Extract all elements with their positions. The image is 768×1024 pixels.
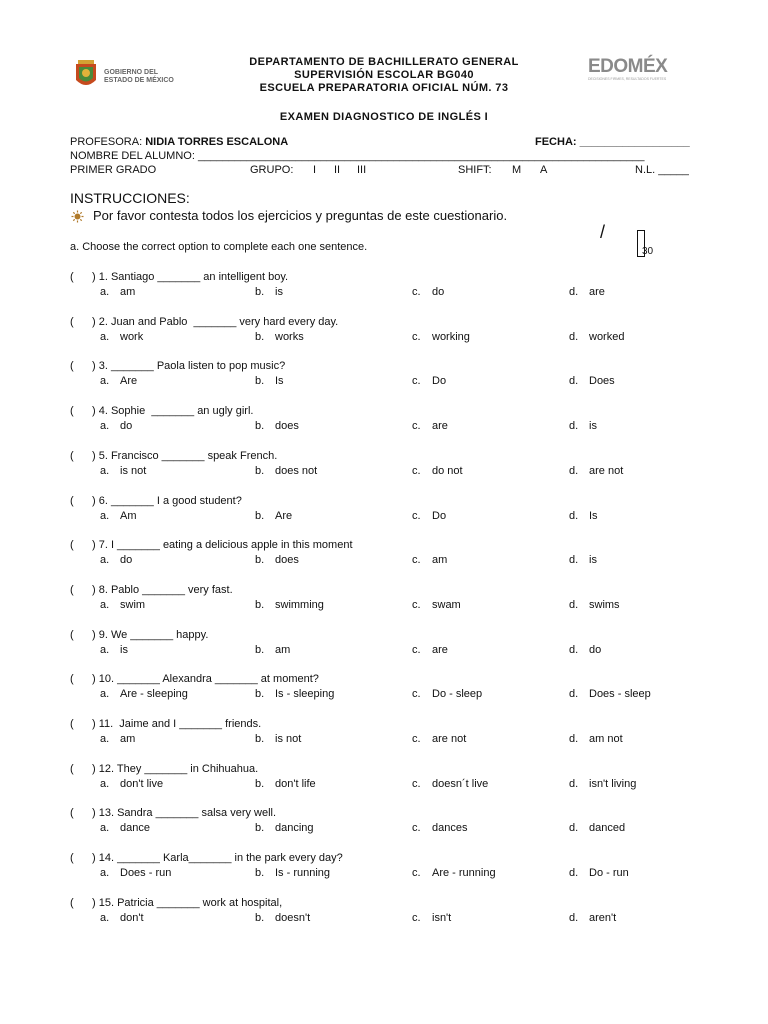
alumno-field[interactable]: NOMBRE DEL ALUMNO: _________________________________________________________________________ xyxy=(70,150,645,162)
option-letter: b. xyxy=(255,688,265,700)
question-3-option-a[interactable] xyxy=(100,375,137,387)
question-12-option-a[interactable] xyxy=(100,778,163,790)
option-text: Do xyxy=(432,510,447,522)
option-text: Does - run xyxy=(120,867,172,879)
question-10-option-b[interactable] xyxy=(255,688,334,700)
question-1-option-b[interactable] xyxy=(255,286,283,298)
option-letter: d. xyxy=(569,778,579,790)
question-7-option-a[interactable] xyxy=(100,554,132,566)
question-5-option-a[interactable] xyxy=(100,465,146,477)
question-11-option-c[interactable] xyxy=(412,733,466,745)
instructions-title: INSTRUCCIONES: xyxy=(70,190,190,206)
question-4-option-c[interactable] xyxy=(412,420,448,432)
option-letter: d. xyxy=(569,688,579,700)
option-text: Am xyxy=(120,510,137,522)
question-11-option-b[interactable] xyxy=(255,733,301,745)
option-text: do xyxy=(120,554,133,566)
gobierno-text-1: GOBIERNO DEL xyxy=(104,69,159,76)
question-13-option-d[interactable] xyxy=(569,822,625,834)
option-letter: c. xyxy=(412,867,421,879)
question-7-option-c[interactable] xyxy=(412,554,447,566)
option-text: am xyxy=(120,286,136,298)
option-letter: a. xyxy=(100,599,110,611)
option-text: am xyxy=(120,733,136,745)
option-letter: c. xyxy=(412,554,421,566)
option-text: swims xyxy=(589,599,620,611)
question-8-option-c[interactable] xyxy=(412,599,461,611)
profesora-row xyxy=(70,136,288,148)
option-text: isn't living xyxy=(589,778,637,790)
question-10-option-d[interactable] xyxy=(569,688,651,700)
option-text: swimming xyxy=(275,599,324,611)
option-text: Do - run xyxy=(589,867,629,879)
question-5-option-c[interactable] xyxy=(412,465,463,477)
option-letter: a. xyxy=(100,375,110,387)
question-8-option-b[interactable] xyxy=(255,599,324,611)
option-text: do not xyxy=(432,465,463,477)
edomex-tagline: DECISIONES FIRMES, RESULTADOS FUERTES xyxy=(588,77,667,81)
question-4: ( ) 4. Sophie _______ an ugly girl. xyxy=(70,405,254,417)
grupo-option-2[interactable]: II xyxy=(334,164,341,176)
option-letter: d. xyxy=(569,286,579,298)
option-letter: a. xyxy=(100,510,110,522)
question-4-option-a[interactable] xyxy=(100,420,132,432)
option-letter: a. xyxy=(100,644,110,656)
option-text: am xyxy=(432,554,448,566)
option-letter: c. xyxy=(412,912,421,924)
option-letter: d. xyxy=(569,912,579,924)
option-text: Do xyxy=(432,375,447,387)
question-7-option-d[interactable] xyxy=(569,554,597,566)
option-letter: b. xyxy=(255,420,265,432)
question-4-option-b[interactable] xyxy=(255,420,299,432)
option-letter: b. xyxy=(255,465,265,477)
option-text: is xyxy=(275,286,283,298)
question-9-option-a[interactable] xyxy=(100,644,128,656)
question-1: ( ) 1. Santiago _______ an intelligent boy. xyxy=(70,271,289,283)
option-letter: c. xyxy=(412,644,421,656)
question-6-option-d[interactable] xyxy=(569,510,598,522)
question-12-option-d[interactable] xyxy=(569,778,636,790)
option-text: is not xyxy=(120,465,147,477)
option-letter: b. xyxy=(255,867,265,879)
nl-field[interactable]: N.L. _____ xyxy=(635,164,689,176)
question-3-option-d[interactable] xyxy=(569,375,615,387)
option-letter: c. xyxy=(412,465,421,477)
question-14: ( ) 14. _______ Karla_______ in the park every day? xyxy=(70,852,343,864)
option-letter: a. xyxy=(100,688,110,700)
option-text: isn't xyxy=(432,912,452,924)
option-text: swam xyxy=(432,599,461,611)
option-text: working xyxy=(432,331,470,343)
question-1-option-d[interactable] xyxy=(569,286,605,298)
question-12-option-b[interactable] xyxy=(255,778,316,790)
question-3: ( ) 3. _______ Paola listen to pop music? xyxy=(70,360,286,372)
option-letter: b. xyxy=(255,644,265,656)
option-letter: a. xyxy=(100,912,110,924)
question-9: ( ) 9. We _______ happy. xyxy=(70,629,209,641)
question-14-option-b[interactable] xyxy=(255,867,330,879)
question-8: ( ) 8. Pablo _______ very fast. xyxy=(70,584,233,596)
option-text: does xyxy=(275,554,299,566)
question-13: ( ) 13. Sandra _______ salsa very well. xyxy=(70,807,277,819)
question-9-option-b[interactable] xyxy=(255,644,290,656)
option-letter: c. xyxy=(412,778,421,790)
sun-bullet-icon xyxy=(71,210,84,223)
option-text: Is xyxy=(275,375,284,387)
question-14-option-c[interactable] xyxy=(412,867,496,879)
option-text: swim xyxy=(120,599,146,611)
shift-option-m[interactable]: M xyxy=(512,164,522,176)
question-1-option-c[interactable] xyxy=(412,286,444,298)
header-department: DEPARTAMENTO DE BACHILLERATO GENERAL xyxy=(249,56,519,68)
option-text: works xyxy=(275,331,304,343)
option-letter: b. xyxy=(255,599,265,611)
question-15-option-c[interactable] xyxy=(412,912,451,924)
grupo-option-1[interactable]: I xyxy=(313,164,317,176)
option-letter: b. xyxy=(255,331,265,343)
option-letter: c. xyxy=(412,688,421,700)
option-text: is xyxy=(589,420,597,432)
edomex-logo xyxy=(588,56,698,92)
gobierno-text-2: ESTADO DE MÉXICO xyxy=(104,77,174,84)
option-letter: d. xyxy=(569,867,579,879)
option-letter: b. xyxy=(255,286,265,298)
question-7-option-b[interactable] xyxy=(255,554,299,566)
option-text: is xyxy=(589,554,597,566)
question-6-option-a[interactable] xyxy=(100,510,137,522)
option-letter: a. xyxy=(100,778,110,790)
option-letter: b. xyxy=(255,822,265,834)
question-15-option-d[interactable] xyxy=(569,912,616,924)
option-letter: c. xyxy=(412,286,421,298)
option-letter: b. xyxy=(255,778,265,790)
option-letter: d. xyxy=(569,375,579,387)
option-text: Does - sleep xyxy=(589,688,651,700)
question-5: ( ) 5. Francisco _______ speak French. xyxy=(70,450,278,462)
option-text: dance xyxy=(120,822,150,834)
option-text: does not xyxy=(275,465,318,477)
option-letter: a. xyxy=(100,331,110,343)
question-2-option-d[interactable] xyxy=(569,331,624,343)
question-14-option-a[interactable] xyxy=(100,867,171,879)
question-11-option-a[interactable] xyxy=(100,733,135,745)
option-text: am xyxy=(275,644,291,656)
question-6-option-b[interactable] xyxy=(255,510,292,522)
score-slash: / xyxy=(600,222,606,242)
option-text: is xyxy=(120,644,128,656)
option-letter: d. xyxy=(569,554,579,566)
option-text: Are xyxy=(275,510,293,522)
option-text: Are - sleeping xyxy=(120,688,188,700)
question-10: ( ) 10. _______ Alexandra _______ at moment? xyxy=(70,673,319,685)
profesora-name: NIDIA TORRES ESCALONA xyxy=(145,136,289,148)
option-letter: c. xyxy=(412,420,421,432)
header-supervision: SUPERVISIÓN ESCOLAR BG040 xyxy=(294,69,474,81)
option-letter: d. xyxy=(569,644,579,656)
option-letter: d. xyxy=(569,331,579,343)
section-a-title: a. Choose the correct option to complete each one sentence. xyxy=(70,241,368,253)
question-15: ( ) 15. Patricia _______ work at hospital, xyxy=(70,897,283,909)
option-letter: a. xyxy=(100,465,110,477)
option-text: worked xyxy=(589,331,625,343)
option-letter: a. xyxy=(100,286,110,298)
shift-label: SHIFT: xyxy=(458,164,492,176)
question-6: ( ) 6. _______ I a good student? xyxy=(70,495,242,507)
profesora-label: PROFESORA: xyxy=(70,136,143,148)
option-letter: d. xyxy=(569,733,579,745)
option-letter: d. xyxy=(569,420,579,432)
option-letter: d. xyxy=(569,822,579,834)
question-2-option-a[interactable] xyxy=(100,331,143,343)
option-letter: b. xyxy=(255,733,265,745)
option-letter: c. xyxy=(412,375,421,387)
option-text: doesn´t live xyxy=(432,778,489,790)
header-school: ESCUELA PREPARATORIA OFICIAL NÚM. 73 xyxy=(259,82,509,94)
question-9-option-d[interactable] xyxy=(569,644,601,656)
question-13-option-b[interactable] xyxy=(255,822,314,834)
option-text: don't xyxy=(120,912,144,924)
option-text: do xyxy=(589,644,602,656)
option-letter: c. xyxy=(412,331,421,343)
exam-title: EXAMEN DIAGNOSTICO DE INGLÉS I xyxy=(279,111,489,123)
question-5-option-d[interactable] xyxy=(569,465,623,477)
option-text: Does xyxy=(589,375,615,387)
question-11-option-d[interactable] xyxy=(569,733,623,745)
question-8-option-a[interactable] xyxy=(100,599,145,611)
option-text: do xyxy=(432,286,445,298)
option-letter: d. xyxy=(569,599,579,611)
fecha-field[interactable]: FECHA: __________________ xyxy=(535,136,690,148)
option-letter: b. xyxy=(255,375,265,387)
option-text: Is xyxy=(589,510,598,522)
option-text: does xyxy=(275,420,299,432)
option-text: work xyxy=(120,331,144,343)
question-5-option-b[interactable] xyxy=(255,465,317,477)
instructions-text: Por favor contesta todos los ejercicios y preguntas de este cuestionario. xyxy=(93,208,508,223)
option-text: Are - running xyxy=(432,867,496,879)
option-letter: a. xyxy=(100,822,110,834)
question-2: ( ) 2. Juan and Pablo _______ very hard every day. xyxy=(70,316,339,328)
question-1-option-a[interactable] xyxy=(100,286,135,298)
option-text: dancing xyxy=(275,822,314,834)
option-text: are not xyxy=(589,465,624,477)
question-14-option-d[interactable] xyxy=(569,867,629,879)
question-9-option-c[interactable] xyxy=(412,644,448,656)
option-text: am not xyxy=(589,733,623,745)
option-letter: d. xyxy=(569,510,579,522)
option-letter: d. xyxy=(569,465,579,477)
question-15-option-a[interactable] xyxy=(100,912,144,924)
question-12: ( ) 12. They _______ in Chihuahua. xyxy=(70,763,259,775)
option-text: aren't xyxy=(589,912,617,924)
option-text: Are xyxy=(120,375,138,387)
option-letter: b. xyxy=(255,912,265,924)
question-8-option-d[interactable] xyxy=(569,599,620,611)
option-text: is not xyxy=(275,733,302,745)
option-text: are xyxy=(432,420,448,432)
grupo-label: GRUPO: xyxy=(250,164,294,176)
question-13-option-c[interactable] xyxy=(412,822,467,834)
option-text: dances xyxy=(432,822,468,834)
question-13-option-a[interactable] xyxy=(100,822,150,834)
option-text: doesn't xyxy=(275,912,311,924)
score-total: 30 xyxy=(642,246,654,257)
option-text: do xyxy=(120,420,133,432)
option-text: don't live xyxy=(120,778,164,790)
option-text: Is - running xyxy=(275,867,331,879)
question-6-option-c[interactable] xyxy=(412,510,446,522)
option-letter: c. xyxy=(412,599,421,611)
option-text: Do - sleep xyxy=(432,688,483,700)
option-text: Is - sleeping xyxy=(275,688,335,700)
shift-option-a[interactable]: A xyxy=(540,164,548,176)
option-letter: b. xyxy=(255,554,265,566)
question-10-option-a[interactable] xyxy=(100,688,188,700)
question-3-option-c[interactable] xyxy=(412,375,446,387)
option-letter: a. xyxy=(100,867,110,879)
option-text: are xyxy=(432,644,448,656)
question-2-option-c[interactable] xyxy=(412,331,470,343)
option-letter: c. xyxy=(412,822,421,834)
option-letter: b. xyxy=(255,510,265,522)
question-7: ( ) 7. I _______ eating a delicious apple in this moment xyxy=(70,539,353,551)
question-10-option-c[interactable] xyxy=(412,688,482,700)
question-11: ( ) 11. Jaime and I _______ friends. xyxy=(70,718,262,730)
option-text: are not xyxy=(432,733,467,745)
option-letter: a. xyxy=(100,554,110,566)
question-2-option-b[interactable] xyxy=(255,331,304,343)
option-letter: a. xyxy=(100,420,110,432)
question-3-option-b[interactable] xyxy=(255,375,284,387)
option-text: don't life xyxy=(275,778,316,790)
option-letter: c. xyxy=(412,733,421,745)
option-text: are xyxy=(589,286,605,298)
grado-label: PRIMER GRADO xyxy=(70,164,157,176)
edomex-logo-text: EDOMÉX xyxy=(588,56,668,77)
option-text: danced xyxy=(589,822,626,834)
option-letter: a. xyxy=(100,733,110,745)
grupo-option-3[interactable]: III xyxy=(357,164,367,176)
question-12-option-c[interactable] xyxy=(412,778,488,790)
option-letter: c. xyxy=(412,510,421,522)
question-4-option-d[interactable] xyxy=(569,420,597,432)
question-15-option-b[interactable] xyxy=(255,912,310,924)
